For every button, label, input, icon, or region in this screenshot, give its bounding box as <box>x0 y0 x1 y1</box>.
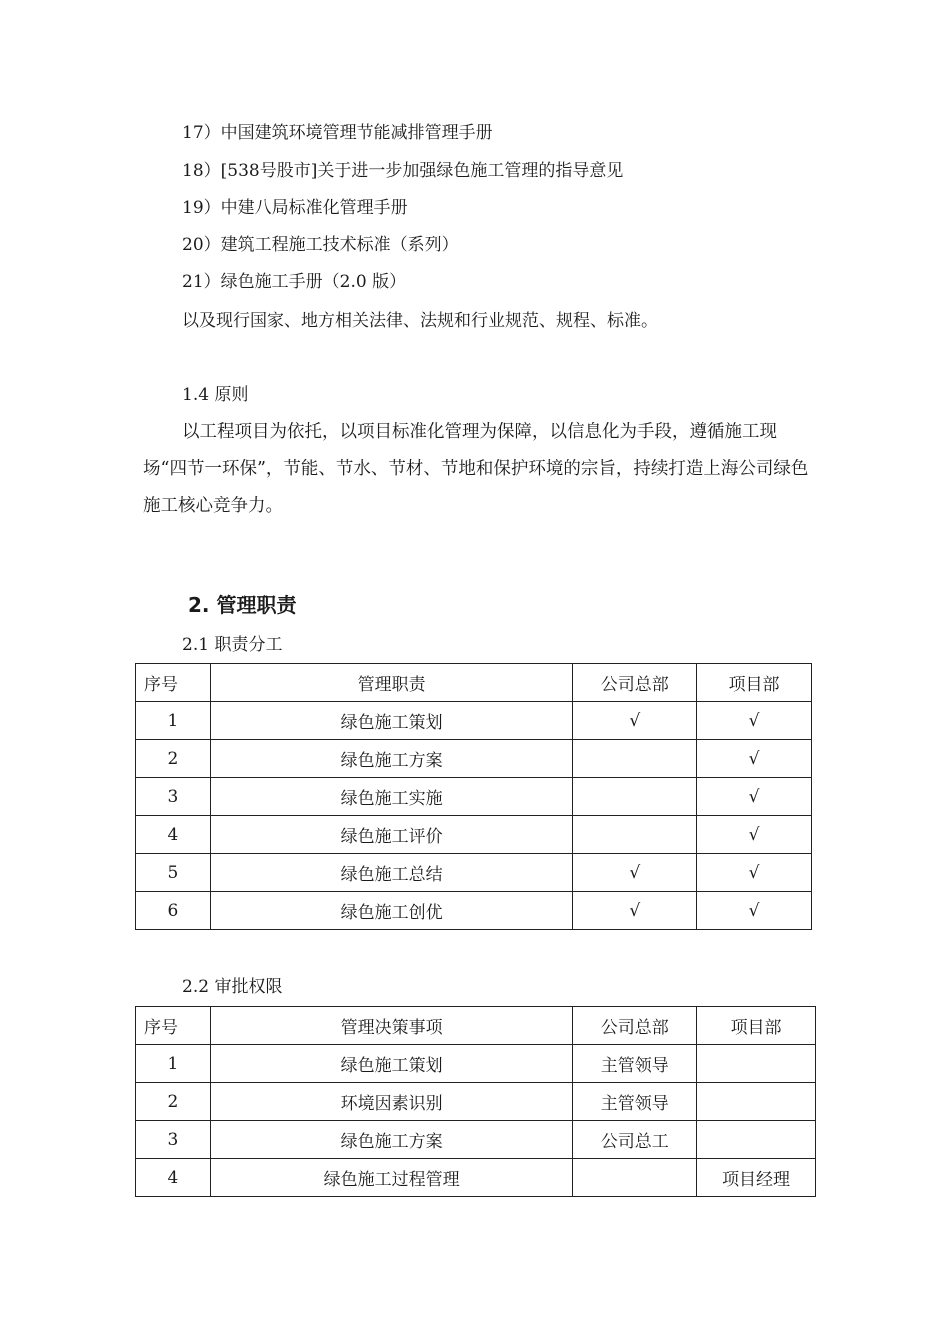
table-cell: 绿色施工总结 <box>210 854 572 892</box>
table-row <box>136 854 812 892</box>
table-cell <box>697 1121 816 1159</box>
table-cell: 绿色施工策划 <box>210 1045 572 1083</box>
reference-item: 17）中国建筑环境管理节能减排管理手册 <box>182 123 493 143</box>
table-cell <box>573 1159 697 1197</box>
subsection-heading-2-2: 2.2 审批权限 <box>182 977 283 997</box>
table-cell: √ <box>573 892 697 930</box>
section-heading-1-4: 1.4 原则 <box>182 385 249 405</box>
table-cell: 环境因素识别 <box>210 1083 572 1121</box>
table-cell: 2 <box>136 740 211 778</box>
section-heading-2: 2. 管理职责 <box>188 593 297 617</box>
table-cell: 绿色施工创优 <box>210 892 572 930</box>
table-cell: √ <box>697 778 812 816</box>
table-cell: 绿色施工评价 <box>210 816 572 854</box>
table-header-cell: 管理决策事项 <box>210 1007 572 1045</box>
table-cell: 1 <box>136 1045 211 1083</box>
table-header-cell: 序号 <box>136 664 211 702</box>
section-1-4-body <box>143 414 813 525</box>
table-cell: √ <box>573 854 697 892</box>
table-row <box>136 1045 816 1083</box>
table-row <box>136 816 812 854</box>
table-header-cell: 序号 <box>136 1007 211 1045</box>
table-header-cell: 项目部 <box>697 1007 816 1045</box>
table-cell: 主管领导 <box>573 1083 697 1121</box>
reference-item: 21）绿色施工手册（2.0 版） <box>182 272 407 292</box>
table-cell: 公司总工 <box>573 1121 697 1159</box>
table-cell: 2 <box>136 1083 211 1121</box>
table-row <box>136 740 812 778</box>
reference-item: 20）建筑工程施工技术标准（系列） <box>182 235 459 255</box>
table-cell: √ <box>697 892 812 930</box>
table-cell: 绿色施工实施 <box>210 778 572 816</box>
table-cell: 5 <box>136 854 211 892</box>
table-cell <box>573 740 697 778</box>
reference-item: 18）[538号股市]关于进一步加强绿色施工管理的指导意见 <box>182 161 624 181</box>
table-cell: 6 <box>136 892 211 930</box>
section-1-4-text: 以工程项目为依托，以项目标准化管理为保障，以信息化为手段，遵循施工现场“四节一环保”，节能、节水、节材、节地和保护环境的宗旨，持续打造上海公司绿色施工核心竞争力。 <box>143 422 809 516</box>
table-row <box>136 702 812 740</box>
subsection-heading-2-1: 2.1 职责分工 <box>182 635 283 655</box>
table-cell: 绿色施工过程管理 <box>210 1159 572 1197</box>
table-header-cell: 管理职责 <box>210 664 572 702</box>
table-cell: 绿色施工策划 <box>210 702 572 740</box>
reference-closing: 以及现行国家、地方相关法律、法规和行业规范、规程、标准。 <box>182 311 658 331</box>
table-header-cell: 项目部 <box>697 664 812 702</box>
responsibility-table <box>135 663 812 930</box>
table-header-cell: 公司总部 <box>573 1007 697 1045</box>
table-cell <box>573 778 697 816</box>
table-cell: √ <box>697 740 812 778</box>
table-cell <box>697 1083 816 1121</box>
table-header-cell: 公司总部 <box>573 664 697 702</box>
table-cell: 4 <box>136 1159 211 1197</box>
table-cell <box>697 1045 816 1083</box>
table-cell: √ <box>573 702 697 740</box>
table-row <box>136 778 812 816</box>
table-row <box>136 1121 816 1159</box>
table-cell: √ <box>697 702 812 740</box>
table-row <box>136 1083 816 1121</box>
table-cell: √ <box>697 854 812 892</box>
table-cell <box>573 816 697 854</box>
table-row <box>136 1159 816 1197</box>
table-cell: 绿色施工方案 <box>210 740 572 778</box>
approval-authority-table <box>135 1006 816 1197</box>
table-cell: 3 <box>136 1121 211 1159</box>
table-cell: 绿色施工方案 <box>210 1121 572 1159</box>
table-header-row <box>136 1007 816 1045</box>
table-cell: 项目经理 <box>697 1159 816 1197</box>
table-cell: √ <box>697 816 812 854</box>
table-header-row <box>136 664 812 702</box>
table-cell: 1 <box>136 702 211 740</box>
table-row <box>136 892 812 930</box>
table-cell: 主管领导 <box>573 1045 697 1083</box>
table-cell: 4 <box>136 816 211 854</box>
reference-item: 19）中建八局标准化管理手册 <box>182 198 408 218</box>
table-cell: 3 <box>136 778 211 816</box>
